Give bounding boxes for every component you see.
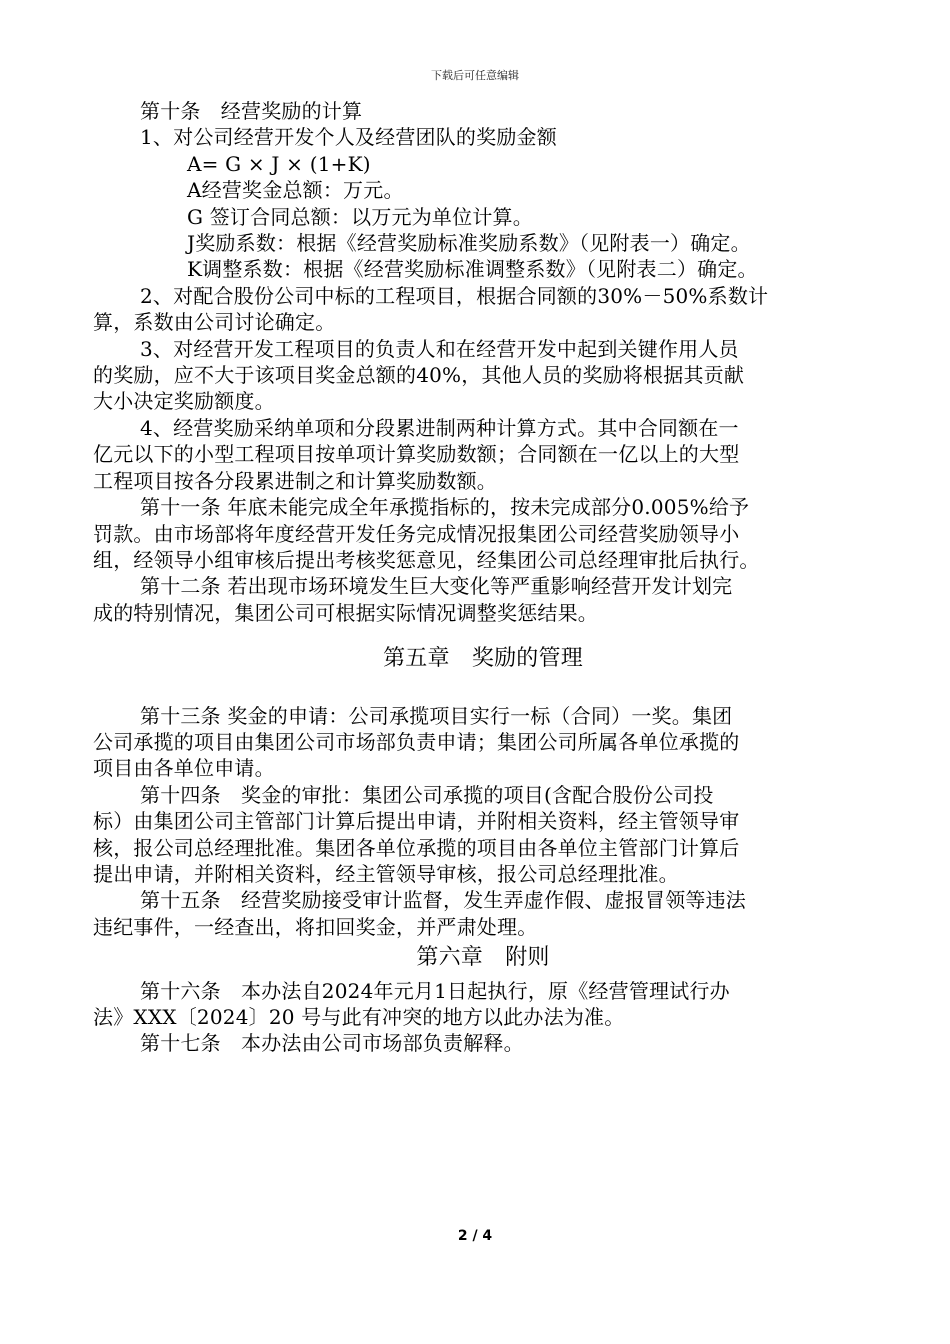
formula-def-a: A经营奖金总额：万元。	[187, 178, 404, 203]
formula-def-j: J奖励系数：根据《经营奖励标准奖励系数》（见附表一）确定。	[187, 231, 751, 256]
paragraph-line: 成的特别情况，集团公司可根据实际情况调整奖惩结果。	[93, 600, 598, 625]
paragraph-line: 标）由集团公司主管部门计算后提出申请，并附相关资料，经主管领导审	[93, 809, 740, 834]
paragraph-line: 亿元以下的小型工程项目按单项计算奖励数额；合同额在一亿以上的大型	[93, 442, 740, 467]
paragraph-line: 算，系数由公司讨论确定。	[93, 310, 336, 335]
paragraph-line: 4、经营奖励采纳单项和分段累进制两种计算方式。其中合同额在一	[140, 415, 739, 440]
page-number: 2 / 4	[457, 1228, 493, 1244]
formula-def-k: K调整系数：根据《经营奖励标准调整系数》（见附表二）确定。	[187, 257, 758, 282]
paragraph-line: 法》XXX〔2024〕20 号与此有冲突的地方以此办法为准。	[93, 1005, 625, 1029]
paragraph-line: 提出申请，并附相关资料，经主管领导审核，报公司总经理批准。	[93, 861, 679, 886]
formula-line: A= G × J × (1+K)	[187, 151, 371, 176]
paragraph-line: 工程项目按各分段累进制之和计算奖励数额。	[93, 468, 497, 493]
article-11-line: 第十一条 年底未能完成全年承揽指标的，按未完成部分0.005%给予	[140, 495, 750, 520]
paragraph-line: 2、对配合股份公司中标的工程项目，根据合同额的30%－50%系数计	[140, 283, 769, 308]
article-16-line: 第十六条 本办法自2024年元月1日起执行，原《经营管理试行办	[140, 978, 730, 1003]
article-15-line: 第十五条 经营奖励接受审计监督，发生弄虚作假、虚报冒领等违法	[140, 888, 746, 913]
page-header: 下载后可任意编辑	[431, 69, 519, 82]
paragraph-line: 罚款。由市场部将年度经营开发任务完成情况报集团公司经营奖励领导小	[93, 521, 740, 546]
article-17-line: 第十七条 本办法由公司市场部负责解释。	[140, 1031, 524, 1056]
chapter-6-title: 第六章 附则	[416, 945, 550, 971]
article-14-line: 第十四条 奖金的审批：集团公司承揽的项目(含配合股份公司投	[140, 782, 714, 807]
paragraph-line: 项目由各单位申请。	[93, 756, 275, 781]
chapter-5-title: 第五章 奖励的管理	[383, 646, 583, 672]
paragraph-line: 的奖励，应不大于该项目奖金总额的40%，其他人员的奖励将根据其贡献	[93, 363, 745, 388]
paragraph-line: 公司承揽的项目由集团公司市场部负责申请；集团公司所属各单位承揽的	[93, 729, 740, 754]
paragraph-line: 核，报公司总经理批准。集团各单位承揽的项目由各单位主管部门计算后	[93, 835, 740, 860]
article-10-heading: 第十条 经营奖励的计算	[140, 99, 363, 123]
paragraph-line: 1、对公司经营开发个人及经营团队的奖励金额	[140, 125, 557, 150]
article-12-line: 第十二条 若出现市场环境发生巨大变化等严重影响经营开发计划完	[140, 574, 733, 599]
paragraph-line: 3、对经营开发工程项目的负责人和在经营开发中起到关键作用人员	[140, 336, 739, 361]
paragraph-line: 大小决定奖励额度。	[93, 389, 275, 414]
paragraph-line: 组，经领导小组审核后提出考核奖惩意见，经集团公司总经理审批后执行。	[93, 547, 760, 572]
article-13-line: 第十三条 奖金的申请：公司承揽项目实行一标（合同）一奖。集团	[140, 703, 733, 728]
document-body	[93, 98, 873, 1057]
formula-def-g: G 签订合同总额：以万元为单位计算。	[187, 204, 533, 229]
paragraph-line: 违纪事件，一经查出，将扣回奖金，并严肃处理。	[93, 914, 538, 939]
